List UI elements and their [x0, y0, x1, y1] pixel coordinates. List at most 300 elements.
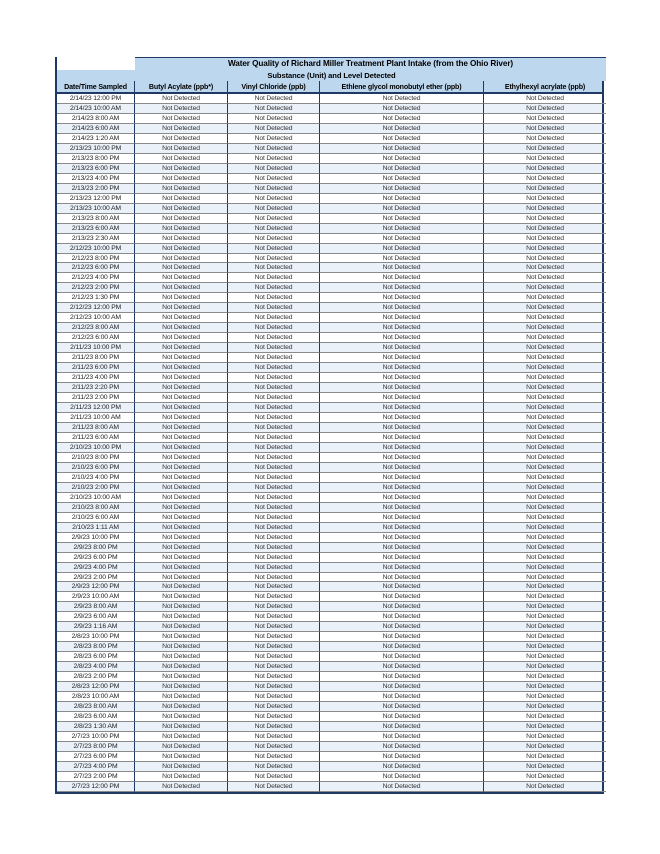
cell-value: Not Detected [135, 692, 228, 702]
cell-value: Not Detected [484, 762, 606, 772]
cell-value: Not Detected [228, 553, 320, 563]
table-row [57, 533, 602, 543]
cell-value: Not Detected [228, 323, 320, 333]
cell-value: Not Detected [484, 333, 606, 343]
cell-datetime: 2/13/23 8:00 AM [57, 214, 135, 224]
cell-value: Not Detected [320, 393, 484, 403]
cell-value: Not Detected [320, 662, 484, 672]
cell-value: Not Detected [484, 483, 606, 493]
cell-value: Not Detected [320, 732, 484, 742]
table-row [57, 782, 602, 792]
cell-value: Not Detected [484, 533, 606, 543]
cell-value: Not Detected [484, 602, 606, 612]
subtitle-row [57, 70, 602, 81]
cell-value: Not Detected [484, 184, 606, 194]
cell-value: Not Detected [320, 762, 484, 772]
cell-datetime: 2/12/23 8:00 AM [57, 323, 135, 333]
cell-value: Not Detected [228, 702, 320, 712]
cell-value: Not Detected [228, 383, 320, 393]
cell-value: Not Detected [484, 164, 606, 174]
cell-datetime: 2/11/23 8:00 AM [57, 423, 135, 433]
cell-datetime: 2/13/23 12:00 PM [57, 194, 135, 204]
cell-value: Not Detected [135, 104, 228, 114]
table-subtitle: Substance (Unit) and Level Detected [57, 70, 606, 81]
cell-datetime: 2/10/23 8:00 AM [57, 503, 135, 513]
cell-value: Not Detected [228, 333, 320, 343]
cell-value: Not Detected [228, 582, 320, 592]
cell-value: Not Detected [228, 692, 320, 702]
cell-value: Not Detected [228, 174, 320, 184]
table-row [57, 682, 602, 692]
table-row [57, 254, 602, 264]
table-row [57, 144, 602, 154]
cell-value: Not Detected [484, 553, 606, 563]
cell-datetime: 2/8/23 6:00 AM [57, 712, 135, 722]
table-row [57, 353, 602, 363]
cell-value: Not Detected [228, 503, 320, 513]
cell-value: Not Detected [320, 473, 484, 483]
cell-value: Not Detected [228, 742, 320, 752]
cell-value: Not Detected [135, 752, 228, 762]
cell-value: Not Detected [135, 533, 228, 543]
cell-value: Not Detected [228, 652, 320, 662]
cell-value: Not Detected [228, 413, 320, 423]
cell-value: Not Detected [484, 493, 606, 503]
cell-value: Not Detected [484, 523, 606, 533]
cell-value: Not Detected [484, 443, 606, 453]
cell-value: Not Detected [484, 782, 606, 792]
cell-datetime: 2/13/23 6:00 PM [57, 164, 135, 174]
cell-value: Not Detected [228, 463, 320, 473]
cell-datetime: 2/9/23 4:00 PM [57, 563, 135, 573]
table-row [57, 672, 602, 682]
cell-datetime: 2/10/23 10:00 PM [57, 443, 135, 453]
cell-datetime: 2/11/23 6:00 AM [57, 433, 135, 443]
cell-value: Not Detected [228, 254, 320, 264]
cell-value: Not Detected [135, 423, 228, 433]
title-row [57, 57, 602, 70]
cell-value: Not Detected [228, 393, 320, 403]
cell-value: Not Detected [484, 343, 606, 353]
table-title: Water Quality of Richard Miller Treatment Plant Intake (from the Ohio River) [135, 57, 606, 70]
cell-value: Not Detected [228, 273, 320, 283]
cell-value: Not Detected [228, 602, 320, 612]
cell-datetime: 2/10/23 6:00 AM [57, 513, 135, 523]
cell-datetime: 2/13/23 2:00 PM [57, 184, 135, 194]
table-row [57, 722, 602, 732]
cell-value: Not Detected [135, 144, 228, 154]
cell-value: Not Detected [135, 234, 228, 244]
cell-value: Not Detected [484, 224, 606, 234]
cell-value: Not Detected [135, 712, 228, 722]
cell-value: Not Detected [135, 114, 228, 124]
cell-value: Not Detected [135, 293, 228, 303]
cell-value: Not Detected [484, 373, 606, 383]
cell-datetime: 2/10/23 4:00 PM [57, 473, 135, 483]
cell-datetime: 2/7/23 6:00 PM [57, 752, 135, 762]
table-row [57, 772, 602, 782]
cell-value: Not Detected [228, 164, 320, 174]
cell-datetime: 2/13/23 8:00 PM [57, 154, 135, 164]
cell-value: Not Detected [484, 433, 606, 443]
cell-value: Not Detected [484, 124, 606, 134]
cell-value: Not Detected [228, 752, 320, 762]
cell-value: Not Detected [135, 194, 228, 204]
table-row [57, 224, 602, 234]
cell-value: Not Detected [320, 204, 484, 214]
cell-value: Not Detected [484, 254, 606, 264]
cell-value: Not Detected [320, 592, 484, 602]
cell-value: Not Detected [320, 263, 484, 273]
cell-value: Not Detected [484, 204, 606, 214]
cell-datetime: 2/9/23 10:00 AM [57, 592, 135, 602]
cell-datetime: 2/10/23 10:00 AM [57, 493, 135, 503]
cell-value: Not Detected [484, 662, 606, 672]
cell-datetime: 2/12/23 6:00 PM [57, 263, 135, 273]
cell-datetime: 2/9/23 6:00 PM [57, 553, 135, 563]
table-row [57, 493, 602, 503]
cell-value: Not Detected [228, 772, 320, 782]
cell-value: Not Detected [135, 682, 228, 692]
cell-datetime: 2/11/23 10:00 AM [57, 413, 135, 423]
column-header-2: Butyl Acylate (ppb*) [135, 81, 228, 92]
cell-value: Not Detected [228, 722, 320, 732]
cell-value: Not Detected [228, 473, 320, 483]
cell-value: Not Detected [484, 214, 606, 224]
cell-value: Not Detected [135, 403, 228, 413]
cell-value: Not Detected [320, 702, 484, 712]
table-row [57, 692, 602, 702]
cell-value: Not Detected [320, 244, 484, 254]
table-row [57, 582, 602, 592]
cell-value: Not Detected [135, 662, 228, 672]
cell-datetime: 2/12/23 1:30 PM [57, 293, 135, 303]
cell-value: Not Detected [135, 573, 228, 583]
cell-value: Not Detected [320, 622, 484, 632]
cell-value: Not Detected [135, 303, 228, 313]
cell-value: Not Detected [320, 423, 484, 433]
table-row [57, 273, 602, 283]
table-row [57, 114, 602, 124]
table-row [57, 383, 602, 393]
column-header-1: Date/Time Sampled [57, 81, 135, 92]
cell-value: Not Detected [484, 244, 606, 254]
cell-datetime: 2/9/23 8:00 AM [57, 602, 135, 612]
table-row [57, 762, 602, 772]
cell-value: Not Detected [228, 523, 320, 533]
cell-value: Not Detected [320, 523, 484, 533]
cell-datetime: 2/11/23 8:00 PM [57, 353, 135, 363]
table-row [57, 652, 602, 662]
cell-value: Not Detected [484, 114, 606, 124]
cell-value: Not Detected [228, 353, 320, 363]
cell-value: Not Detected [320, 563, 484, 573]
cell-datetime: 2/11/23 6:00 PM [57, 363, 135, 373]
cell-value: Not Detected [484, 263, 606, 273]
cell-value: Not Detected [135, 582, 228, 592]
cell-value: Not Detected [135, 313, 228, 323]
table-row [57, 333, 602, 343]
cell-value: Not Detected [484, 154, 606, 164]
cell-value: Not Detected [135, 393, 228, 403]
cell-value: Not Detected [320, 443, 484, 453]
cell-datetime: 2/12/23 8:00 PM [57, 254, 135, 264]
cell-value: Not Detected [484, 712, 606, 722]
table-row [57, 702, 602, 712]
cell-value: Not Detected [484, 702, 606, 712]
cell-datetime: 2/12/23 12:00 PM [57, 303, 135, 313]
table-row [57, 134, 602, 144]
cell-value: Not Detected [135, 283, 228, 293]
cell-value: Not Detected [135, 254, 228, 264]
cell-value: Not Detected [228, 104, 320, 114]
cell-value: Not Detected [320, 273, 484, 283]
cell-value: Not Detected [135, 463, 228, 473]
cell-datetime: 2/9/23 8:00 PM [57, 543, 135, 553]
cell-value: Not Detected [484, 772, 606, 782]
cell-value: Not Detected [320, 742, 484, 752]
cell-value: Not Detected [228, 313, 320, 323]
table-row [57, 602, 602, 612]
cell-value: Not Detected [135, 612, 228, 622]
cell-datetime: 2/12/23 10:00 PM [57, 244, 135, 254]
cell-datetime: 2/11/23 2:00 PM [57, 393, 135, 403]
cell-value: Not Detected [228, 423, 320, 433]
table-row [57, 94, 602, 104]
cell-datetime: 2/14/23 6:00 AM [57, 124, 135, 134]
cell-value: Not Detected [228, 782, 320, 792]
table-row [57, 413, 602, 423]
cell-value: Not Detected [484, 682, 606, 692]
cell-datetime: 2/8/23 1:30 AM [57, 722, 135, 732]
table-row [57, 164, 602, 174]
cell-value: Not Detected [320, 313, 484, 323]
cell-value: Not Detected [228, 234, 320, 244]
cell-value: Not Detected [135, 513, 228, 523]
table-row [57, 104, 602, 114]
table-row [57, 363, 602, 373]
cell-value: Not Detected [320, 463, 484, 473]
cell-value: Not Detected [320, 712, 484, 722]
table-row [57, 453, 602, 463]
cell-value: Not Detected [135, 413, 228, 423]
table-row [57, 423, 602, 433]
cell-datetime: 2/10/23 2:00 PM [57, 483, 135, 493]
cell-value: Not Detected [228, 732, 320, 742]
table-row [57, 433, 602, 443]
cell-value: Not Detected [484, 313, 606, 323]
table-row [57, 343, 602, 353]
cell-value: Not Detected [320, 433, 484, 443]
table-row [57, 204, 602, 214]
table-row [57, 373, 602, 383]
cell-value: Not Detected [135, 373, 228, 383]
cell-datetime: 2/7/23 4:00 PM [57, 762, 135, 772]
cell-value: Not Detected [135, 174, 228, 184]
cell-value: Not Detected [484, 353, 606, 363]
cell-value: Not Detected [228, 114, 320, 124]
cell-value: Not Detected [228, 403, 320, 413]
cell-value: Not Detected [484, 632, 606, 642]
table-row [57, 732, 602, 742]
cell-value: Not Detected [484, 363, 606, 373]
cell-datetime: 2/7/23 2:00 PM [57, 772, 135, 782]
table-row [57, 622, 602, 632]
table-row [57, 752, 602, 762]
cell-value: Not Detected [228, 712, 320, 722]
cell-value: Not Detected [320, 184, 484, 194]
cell-value: Not Detected [320, 453, 484, 463]
cell-datetime: 2/8/23 8:00 AM [57, 702, 135, 712]
cell-value: Not Detected [135, 592, 228, 602]
cell-value: Not Detected [484, 423, 606, 433]
cell-value: Not Detected [484, 94, 606, 104]
cell-value: Not Detected [135, 503, 228, 513]
cell-value: Not Detected [484, 473, 606, 483]
table-row [57, 283, 602, 293]
cell-value: Not Detected [135, 563, 228, 573]
table-row [57, 523, 602, 533]
cell-value: Not Detected [484, 672, 606, 682]
cell-value: Not Detected [228, 443, 320, 453]
cell-datetime: 2/8/23 12:00 PM [57, 682, 135, 692]
cell-value: Not Detected [320, 503, 484, 513]
cell-value: Not Detected [320, 234, 484, 244]
table-row [57, 573, 602, 583]
cell-value: Not Detected [135, 333, 228, 343]
cell-value: Not Detected [228, 642, 320, 652]
cell-value: Not Detected [484, 732, 606, 742]
cell-value: Not Detected [320, 383, 484, 393]
cell-datetime: 2/8/23 6:00 PM [57, 652, 135, 662]
cell-value: Not Detected [320, 533, 484, 543]
cell-value: Not Detected [320, 94, 484, 104]
cell-value: Not Detected [135, 124, 228, 134]
cell-datetime: 2/14/23 1:20 AM [57, 134, 135, 144]
cell-datetime: 2/10/23 8:00 PM [57, 453, 135, 463]
cell-value: Not Detected [228, 513, 320, 523]
cell-value: Not Detected [320, 573, 484, 583]
cell-value: Not Detected [320, 782, 484, 792]
table-row [57, 553, 602, 563]
cell-value: Not Detected [135, 473, 228, 483]
cell-value: Not Detected [484, 742, 606, 752]
cell-value: Not Detected [320, 722, 484, 732]
cell-datetime: 2/12/23 10:00 AM [57, 313, 135, 323]
cell-value: Not Detected [135, 204, 228, 214]
table-row [57, 293, 602, 303]
table-row [57, 393, 602, 403]
cell-value: Not Detected [484, 463, 606, 473]
cell-value: Not Detected [320, 303, 484, 313]
cell-datetime: 2/13/23 6:00 AM [57, 224, 135, 234]
cell-value: Not Detected [135, 353, 228, 363]
cell-value: Not Detected [135, 184, 228, 194]
column-header-5: Ethylhexyl acrylate (ppb) [504, 83, 586, 91]
cell-value: Not Detected [320, 493, 484, 503]
table-row [57, 473, 602, 483]
cell-datetime: 2/9/23 6:00 AM [57, 612, 135, 622]
cell-value: Not Detected [320, 254, 484, 264]
cell-value: Not Detected [320, 553, 484, 563]
cell-value: Not Detected [135, 134, 228, 144]
cell-value: Not Detected [484, 752, 606, 762]
cell-value: Not Detected [484, 134, 606, 144]
cell-value: Not Detected [484, 543, 606, 553]
table-row [57, 712, 602, 722]
cell-datetime: 2/9/23 1:16 AM [57, 622, 135, 632]
cell-value: Not Detected [320, 582, 484, 592]
cell-value: Not Detected [320, 293, 484, 303]
cell-value: Not Detected [320, 174, 484, 184]
column-header-3: Vinyl Chloride (ppb) [228, 81, 320, 92]
cell-value: Not Detected [320, 413, 484, 423]
column-header-4: Ethlene glycol monobutyl ether (ppb) [320, 81, 484, 92]
cell-value: Not Detected [320, 513, 484, 523]
cell-value: Not Detected [135, 702, 228, 712]
cell-value: Not Detected [228, 672, 320, 682]
table-row [57, 403, 602, 413]
cell-datetime: 2/13/23 10:00 AM [57, 204, 135, 214]
cell-value: Not Detected [320, 283, 484, 293]
cell-value: Not Detected [135, 722, 228, 732]
cell-value: Not Detected [228, 662, 320, 672]
cell-value: Not Detected [135, 224, 228, 234]
cell-value: Not Detected [228, 433, 320, 443]
table-row [57, 174, 602, 184]
cell-datetime: 2/8/23 4:00 PM [57, 662, 135, 672]
table-row [57, 612, 602, 622]
cell-value: Not Detected [320, 543, 484, 553]
cell-value: Not Detected [320, 612, 484, 622]
water-quality-table [55, 57, 604, 794]
cell-value: Not Detected [228, 363, 320, 373]
cell-datetime: 2/7/23 8:00 PM [57, 742, 135, 752]
cell-value: Not Detected [228, 184, 320, 194]
cell-value: Not Detected [484, 283, 606, 293]
cell-value: Not Detected [228, 134, 320, 144]
cell-value: Not Detected [228, 214, 320, 224]
table-row [57, 124, 602, 134]
table-row [57, 503, 602, 513]
cell-value: Not Detected [484, 393, 606, 403]
cell-datetime: 2/9/23 12:00 PM [57, 582, 135, 592]
cell-datetime: 2/13/23 2:30 AM [57, 234, 135, 244]
table-row [57, 234, 602, 244]
cell-value: Not Detected [484, 563, 606, 573]
cell-value: Not Detected [228, 563, 320, 573]
cell-datetime: 2/10/23 6:00 PM [57, 463, 135, 473]
table-row [57, 463, 602, 473]
cell-value: Not Detected [484, 582, 606, 592]
table-row [57, 632, 602, 642]
cell-value: Not Detected [484, 642, 606, 652]
cell-value: Not Detected [320, 343, 484, 353]
cell-value: Not Detected [228, 144, 320, 154]
cell-value: Not Detected [320, 692, 484, 702]
cell-value: Not Detected [135, 523, 228, 533]
column-header-row [57, 81, 602, 94]
cell-value: Not Detected [484, 194, 606, 204]
cell-value: Not Detected [135, 154, 228, 164]
cell-value: Not Detected [135, 263, 228, 273]
cell-value: Not Detected [135, 493, 228, 503]
cell-value: Not Detected [484, 174, 606, 184]
table-row [57, 483, 602, 493]
cell-value: Not Detected [320, 124, 484, 134]
table-row [57, 323, 602, 333]
cell-value: Not Detected [135, 742, 228, 752]
